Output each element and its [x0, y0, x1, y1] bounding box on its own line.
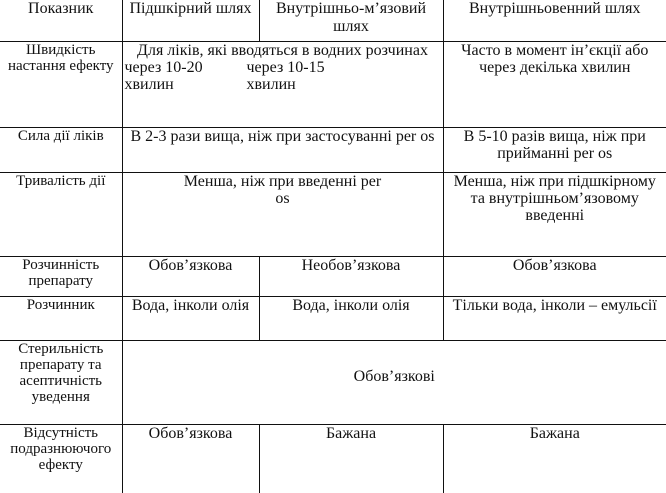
header-intramuscular: Внутрішньо-м’язовий шлях: [259, 0, 443, 41]
row-label-strength: Сила дії ліків: [0, 127, 122, 172]
irritation-sc: Обов’язкова: [122, 424, 259, 493]
table-row: [0, 127, 666, 172]
header-intravenous: Внутрішньовенний шлях: [443, 0, 666, 41]
table-row: [0, 41, 666, 127]
sterility-all: [122, 340, 666, 424]
table-row: [0, 340, 666, 424]
table-header-row: [0, 0, 666, 41]
irritation-iv: Бажана: [443, 424, 666, 493]
table-row: [0, 256, 666, 296]
strength-iv: В 5-10 разів вища, ніж при прийманні per os: [443, 127, 666, 172]
row-label-duration: Тривалість дії: [0, 172, 122, 256]
row-label-onset-speed: Швидкість настання ефекту: [0, 41, 122, 127]
header-subcutaneous: Підшкірний шлях: [122, 0, 259, 41]
onset-speed-subrow: [125, 59, 441, 93]
irritation-im: Бажана: [259, 424, 443, 493]
solvent-im: Вода, інколи олія: [259, 296, 443, 340]
row-label-irritation: Відсутність подразнюючого ефекту: [0, 424, 122, 493]
solubility-im: Необов’язкова: [259, 256, 443, 296]
sterility-value: Обов’язкові: [353, 367, 435, 385]
strength-sc-im: В 2-3 рази вища, ніж при застосуванні per os: [122, 127, 443, 172]
solubility-iv: Обов’язкова: [443, 256, 666, 296]
header-indicator: Показник: [0, 0, 122, 41]
solubility-sc: Обов’язкова: [122, 256, 259, 296]
onset-speed-note: Для ліків, які вводяться в водних розчинах: [137, 41, 428, 59]
onset-speed-sc-im-cell: [122, 41, 443, 127]
table-row: [0, 424, 666, 493]
onset-speed-sc: через 10-20 хвилин: [124, 58, 203, 93]
solvent-sc: Вода, інколи олія: [122, 296, 259, 340]
solvent-iv: Тільки вода, інколи – емульсії: [443, 296, 666, 340]
onset-speed-im: через 10-15 хвилин: [246, 58, 325, 93]
table-row: [0, 296, 666, 340]
row-label-solubility: Розчинність препарату: [0, 256, 122, 296]
row-label-solvent: Розчинник: [0, 296, 122, 340]
row-label-sterility: Стерильність препарату та асептичність уведення: [0, 340, 122, 424]
duration-sc-im: Менша, ніж при введенні per os: [122, 172, 443, 256]
table-row: [0, 172, 666, 256]
onset-speed-iv: Часто в момент ін’єкції або через декілька хвилин: [443, 41, 666, 127]
duration-iv: Менша, ніж при підшкірному та внутрішньом’язовому введенні: [443, 172, 666, 256]
